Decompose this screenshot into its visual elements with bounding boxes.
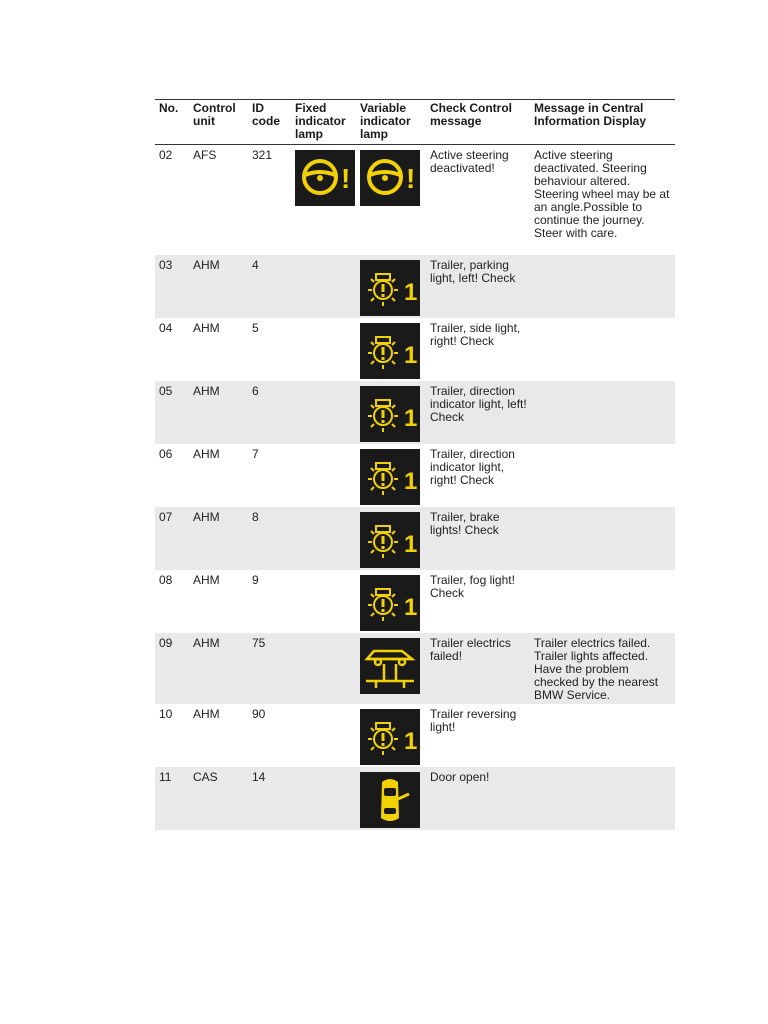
cell-control-unit: AFS: [193, 148, 217, 162]
door-open-icon: [360, 772, 420, 828]
cell-control-unit: AHM: [193, 706, 220, 721]
cell-variable-lamp: [356, 145, 426, 255]
cell-control-unit: AHM: [189, 633, 248, 704]
header-variable-lamp: Variable indicator lamp: [356, 100, 426, 145]
cell-fixed-lamp: [291, 507, 356, 570]
cell-central-message: [530, 444, 675, 507]
cell-id-code: 14: [248, 767, 291, 830]
cell-check-control: Trailer, direction indicator light, left! Check: [426, 381, 530, 444]
steering-wheel-warning-icon: [295, 150, 355, 206]
cell-fixed-lamp: [291, 255, 356, 318]
table-row: [155, 767, 675, 830]
cell-variable-lamp: [356, 767, 426, 830]
table-row: [155, 507, 675, 570]
cell-check-control: Door open!: [426, 767, 530, 830]
cell-central-message: Trailer electrics failed. Trailer lights affected. Have the problem checked by the nearest BMW Service.: [530, 633, 675, 704]
cell-fixed-lamp: [291, 767, 356, 830]
header-control-unit: Control unit: [189, 100, 248, 145]
cell-no: 04: [159, 320, 173, 335]
cell-control-unit: AHM: [193, 320, 220, 335]
cell-variable-lamp: [356, 570, 426, 633]
cell-control-unit: AHM: [189, 507, 248, 570]
cell-no: 07: [155, 507, 189, 570]
cell-check-control: Active steering deactivated!: [430, 148, 509, 175]
cell-control-unit: AHM: [193, 446, 220, 461]
cell-id-code: 9: [252, 572, 259, 587]
cell-central-message: [530, 381, 675, 444]
table-row: [155, 318, 675, 381]
trailer-lamp-warning-icon: [360, 260, 420, 316]
svg-text:1: 1: [404, 467, 418, 495]
cell-fixed-lamp: [291, 318, 356, 381]
trailer-lamp-warning-icon: [360, 449, 420, 505]
cell-control-unit: AHM: [189, 255, 248, 318]
table-header-row: [155, 100, 675, 145]
cell-central-message: [530, 318, 675, 381]
header-check-control: Check Control message: [426, 100, 530, 145]
svg-text:1: 1: [404, 727, 418, 755]
cell-id-code: 7: [252, 446, 259, 461]
cell-no: 05: [155, 381, 189, 444]
table-row: [155, 570, 675, 633]
cell-central-message: [530, 507, 675, 570]
cell-variable-lamp: [356, 444, 426, 507]
cell-control-unit: CAS: [189, 767, 248, 830]
cell-fixed-lamp: [291, 145, 356, 255]
trailer-lamp-warning-icon: [360, 386, 420, 442]
header-id-code: ID code: [248, 100, 291, 145]
table-row: [155, 704, 675, 767]
cell-fixed-lamp: [291, 381, 356, 444]
table-row: [155, 633, 675, 704]
cell-central-message: Active steering deactivated. Steering behaviour altered. Steering wheel may be at an angle.Possible to continue the journey. Steer with care.: [534, 148, 670, 240]
cell-control-unit: AHM: [193, 572, 220, 587]
cell-variable-lamp: [356, 318, 426, 381]
cell-no: 06: [159, 446, 173, 461]
table-row: [155, 381, 675, 444]
cell-fixed-lamp: [291, 704, 356, 767]
cell-id-code: 75: [248, 633, 291, 704]
cell-id-code: 4: [248, 255, 291, 318]
svg-text:!: !: [406, 163, 416, 194]
cell-variable-lamp: [356, 704, 426, 767]
cell-variable-lamp: [356, 255, 426, 318]
cell-control-unit: AHM: [189, 381, 248, 444]
table-row: [155, 444, 675, 507]
cell-fixed-lamp: [291, 444, 356, 507]
cell-check-control: Trailer, fog light! Check: [430, 572, 515, 600]
svg-text:!: !: [341, 163, 351, 194]
cell-check-control: Trailer, direction indicator light, right! Check: [430, 446, 515, 487]
cell-central-message: [530, 767, 675, 830]
svg-text:1: 1: [404, 341, 418, 369]
svg-text:1: 1: [404, 404, 418, 432]
trailer-lamp-warning-icon: [360, 575, 420, 631]
header-no: No.: [155, 100, 189, 145]
cell-check-control: Trailer, side light, right! Check: [430, 320, 521, 348]
trailer-lamp-warning-icon: [360, 709, 420, 765]
cell-id-code: 6: [248, 381, 291, 444]
steering-wheel-warning-icon: [360, 150, 420, 206]
table-row: [155, 255, 675, 318]
svg-text:1: 1: [404, 593, 418, 621]
cell-central-message: [530, 255, 675, 318]
cell-no: 02: [159, 148, 173, 162]
cell-fixed-lamp: [291, 570, 356, 633]
car-on-lift-icon: [360, 638, 420, 694]
cell-central-message: [530, 704, 675, 767]
cell-id-code: 90: [252, 706, 266, 721]
cell-check-control: Trailer reversing light!: [430, 706, 517, 734]
cell-no: 09: [155, 633, 189, 704]
cell-variable-lamp: [356, 381, 426, 444]
cell-variable-lamp: [356, 507, 426, 570]
cell-id-code: 8: [248, 507, 291, 570]
cell-variable-lamp: [356, 633, 426, 704]
cell-central-message: [530, 570, 675, 633]
svg-text:1: 1: [404, 278, 418, 306]
cell-no: 10: [159, 706, 173, 721]
trailer-lamp-warning-icon: [360, 323, 420, 379]
cell-check-control: Trailer, parking light, left! Check: [426, 255, 530, 318]
trailer-lamp-warning-icon: [360, 512, 420, 568]
cell-check-control: Trailer, brake lights! Check: [426, 507, 530, 570]
cell-fixed-lamp: [291, 633, 356, 704]
cell-check-control: Trailer electrics failed!: [426, 633, 530, 704]
check-control-table: [155, 99, 675, 830]
svg-text:1: 1: [404, 530, 418, 558]
header-central-message: Message in Central Information Display: [530, 100, 675, 145]
cell-no: 03: [155, 255, 189, 318]
table-row: [155, 145, 675, 255]
cell-no: 11: [155, 767, 189, 830]
header-fixed-lamp: Fixed indicator lamp: [291, 100, 356, 145]
dtc-table-page: [155, 99, 675, 830]
cell-id-code: 5: [252, 320, 259, 335]
cell-id-code: 321: [252, 148, 273, 162]
cell-no: 08: [159, 572, 173, 587]
table-body: [155, 145, 675, 830]
